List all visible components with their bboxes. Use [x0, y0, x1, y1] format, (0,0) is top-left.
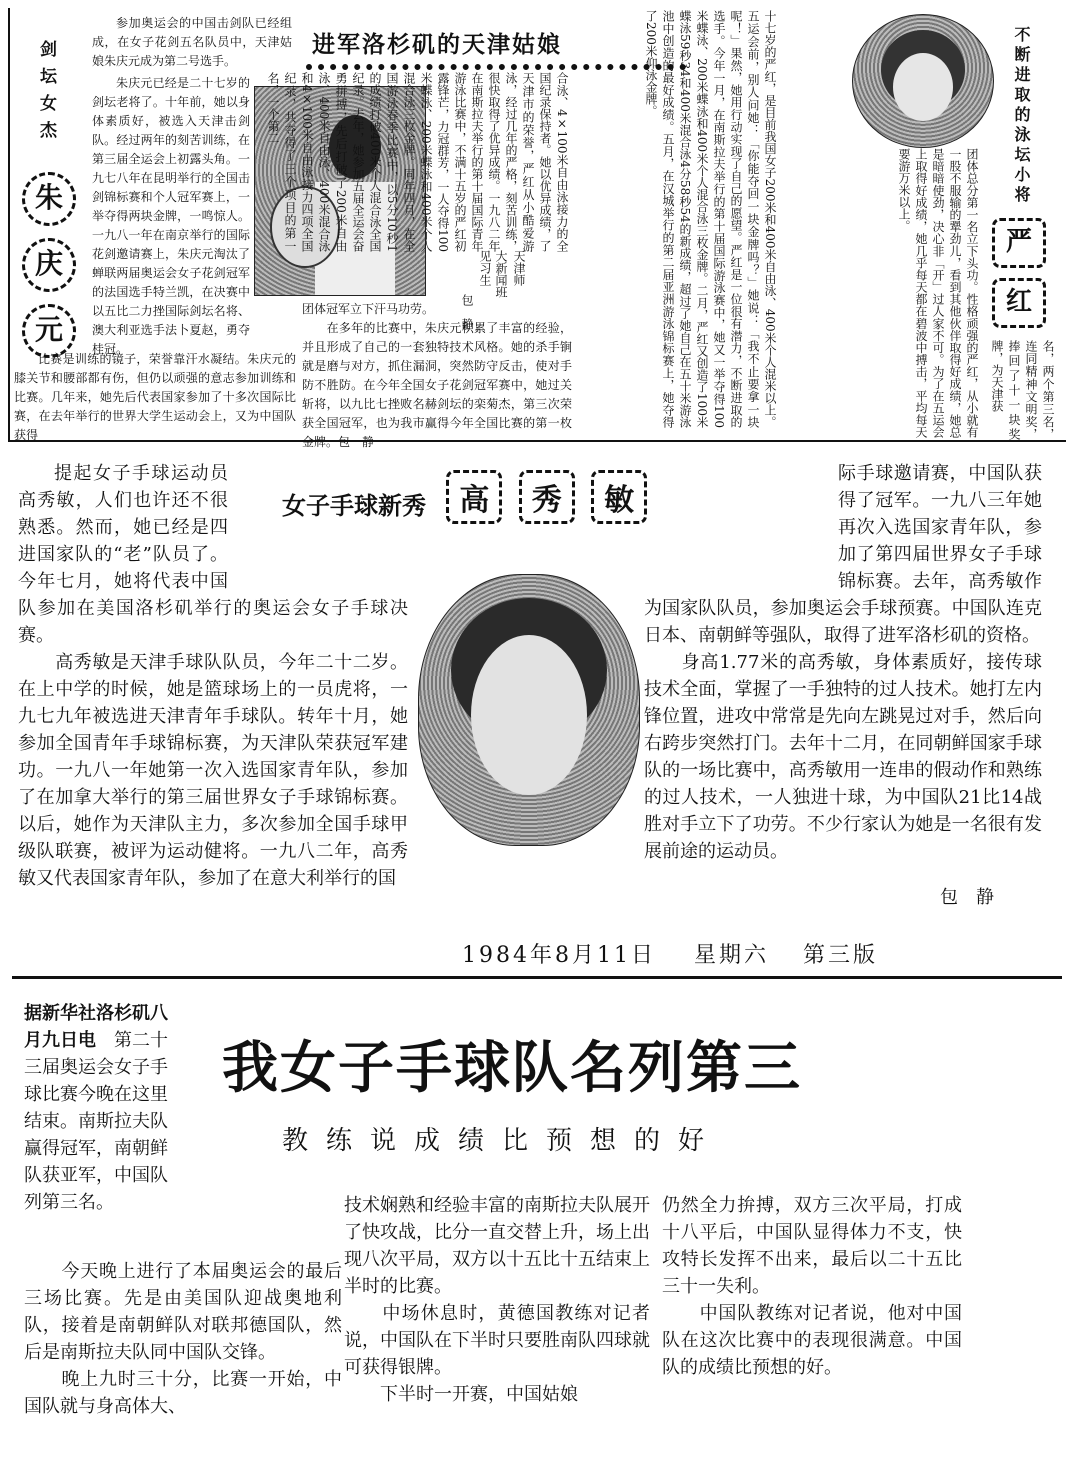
fencing-para-1: 参加奥运会的中国击剑队已经组成，在女子花剑五名队员中，天津姑娘朱庆元成为第二号选手。	[92, 16, 292, 68]
photo-caption-line-1: 天津师	[512, 250, 526, 286]
handball-name-char-3: 敏	[591, 470, 647, 524]
name-char-1: 朱	[22, 172, 76, 226]
fencing-name-block	[22, 172, 78, 358]
swimming-col-4: 名，两个第三名，连同精神文明奖，捧回了十一块奖牌，为天津获	[990, 340, 1055, 440]
dateline-edition: 第三版	[803, 943, 879, 968]
fencing-side-title: 剑坛女杰	[36, 40, 56, 148]
handball-headline-prefix: 女子手球新秀	[282, 491, 426, 520]
news-lead-rest: 第二十三届奥运会女子手球比赛今晚在这里结束。南斯拉夫队赢得冠军，南朝鲜队获亚军，中国队列第三名。	[24, 1030, 168, 1213]
dateline-date: 1984年8月11日	[462, 943, 656, 968]
dateline	[462, 938, 1022, 969]
swimming-name-block	[992, 218, 1052, 328]
handball-right-text	[548, 460, 1042, 880]
handball-left-body: 提起女子手球运动员高秀敏，人们也许还不很熟悉。然而，她已经是四进国家队的“老”队员了。今年七月，她将代表中国队参加在美国洛杉矶举行的奥运会女子手球决赛。 高秀敏是天津手球队队员，今年二十二岁。在上中学的时候，她是篮球场上的一员虎将，一九七九年被选进天津青年手球队。转年十月，她参加全国青年手球锦标赛，为天津队荣获冠军建功。一九八一年她第一次入选国家青年队，参加了在加拿大举行的第三届世界女子手球锦标赛。以后，她作为天津队主力，多次参加全国手球甲级队联赛，被评为运动健将。一九八二年，高秀敏又代表国家青年队，参加了在意大利举行的国	[18, 463, 408, 889]
fencing-para-2: 朱庆元已经是二十七岁的剑坛老将了。十年前，她以身体素质好，被选入天津击剑队。经过两年的刻苦训练，在第三届全运会上初露头角。一九七八年在昆明举行的全国击剑锦标赛和个人冠军赛上，一举夺得两块金牌，一鸣惊人。一九八一年在南京举行的国际花剑邀请赛上，朱庆元淘汰了蝉联两届奥运会女子花剑冠军的法国选手特兰凯，在决赛中以五比二力挫国际剑坛名将、澳大利亚选手法卜夏赵，勇夺桂冠。	[92, 76, 250, 356]
name-char-2: 庆	[22, 238, 76, 292]
fencing-headline: 进军洛杉矶的天津姑娘	[312, 31, 562, 58]
handball-name-char-2: 秀	[519, 470, 575, 524]
news-subhead: 教练说成绩比预想的好	[282, 1126, 723, 1156]
handball-name-char-1: 高	[446, 470, 502, 524]
fencing-para-4: 团体冠军立下汗马功劳。 在多年的比赛中，朱庆元积累了丰富的经验，并且形成了自己的一套独特技术风格。她的杀手锏就是磨与对方，抓住漏洞，突然防守反击，使对手防不胜防。在今年全国女子花剑冠军赛中，她过关斩将，以九比七挫败名赫剑坛的栾菊杰，第三次荣获全国冠军，也为我市赢得今年全国比赛的第一枚金牌。包 静	[302, 302, 572, 449]
news-col-2: 技术娴熟和经验丰富的南斯拉夫队展开了快攻战，比分一直交替上升，场上出现八次平局，双方以十五比十五结束上半时的比赛。 中场休息时，黄德国教练对记者说，中国队在下半时只要胜南队四球就可获得银牌。 下半时一开赛，中国姑娘	[344, 1195, 650, 1405]
news-lead-bold: 据新华社洛杉矶八月九日电	[24, 1003, 168, 1051]
news-col-1: 今天晚上进行了本届奥运会的最后三场比赛。先是由美国队迎战奥地利队，接着是南朝鲜队对联邦德国队，然后是南斯拉夫队同中国队交锋。 晚上九时三十分，比赛一开始，中国队就与身高体大、	[24, 1261, 342, 1417]
swimming-col-2: 十七岁的严红，是目前我国女子200米和400米自由泳、400米个人混米以上。五运会前，别人问她：「你能夺回一块金牌吗？」她说：「我不止要拿一块呢！」果然，她用行动实现了自己的愿望。严红是一位很有潜力，不断进取的选手。今年一月，在南斯拉夫举行的第十届国际游泳赛中，她又一举夺得100米蝶泳、200米蝶泳和400米个人混合泳三枚金牌。二月，严红又创造了100米蝶泳59秒34和400米混合泳4分58秒54的新成绩，超过了她自己在五十米游泳池中创造的最好成绩。五月，在汉城举行的第二届亚洲游泳锦标赛上，她夺得了200米仰泳金牌。	[644, 10, 777, 428]
dateline-weekday: 星期六	[693, 943, 769, 968]
headline-spacer-right	[548, 460, 838, 572]
swimmer-photo	[852, 14, 994, 148]
swimming-side-title: 不断进取的泳坛小将	[1012, 26, 1031, 206]
page-rule	[12, 976, 1062, 979]
handball-author: 包 静	[940, 887, 994, 908]
swimmer-name-char-2: 红	[992, 278, 1046, 328]
news-headline: 我女子手球队名列第三	[222, 1035, 802, 1101]
fencing-para-3: 比赛是训练的镜子，荣誉靠汗水凝结。朱庆元的膝关节和腰部都有伤，但仍以顽强的意志参加训练和比赛。几年来，她先后代表国家参加了十多次国际比赛，在去年举行的世界大学生运动会上，又为中国队获得	[14, 352, 296, 442]
swimming-col-3: 团体总分第一名立下头功。性格顽强的严红，从小就有一股不服输的犟劲儿，看到其他伙伴取得好成绩，她总是暗暗使劲，决心非「开」过人家不可。为了在五运会上取得好成绩，她几乎每天都在碧波中搏击，平均每天要游万米以上。	[897, 148, 979, 438]
name-char-3: 元	[22, 304, 76, 358]
photo-caption-line-2: 大新闻班	[494, 250, 508, 298]
swimmer-illustration	[853, 15, 993, 147]
headline-spacer	[228, 460, 528, 580]
photo-caption-line-4: 包 静	[460, 294, 474, 330]
swimming-col-1: 合泳、4×100米自由泳接力的全国纪录保持者。她以优异成绩，了天津市的荣誉，严红从小酷爱游泳，经过几年的严格，刻苦训练，很快取得了优异成绩。一九八二年在南斯拉夫举行的第十届国际青年游泳比赛中，不满十五岁的严红初露锋芒，力冠群芳，一人夺得100米蝶泳、200米蝶泳和400米个人混合泳三枚金牌。同年四月，在全国游泳春季比赛中，以5分10秒1的成绩打破400米个人混合泳全国纪录。去年，她参加五届全运会奋勇拼搏，先后打破了200米自由泳、400米自由泳、400米混合泳和4×100米自由泳接力四项全国纪录，共夺得了三个项目的第一名，一个第二	[266, 72, 569, 252]
handball-right-body: 际手球邀请赛，中国队获得了冠军。一九八三年她再次入选国家青年队，参加了第四届世界女子手球锦标赛。去年，高秀敏作为国家队队员，参加奥运会手球预赛。中国队连克日本、南朝鲜等强队，取得了进军洛杉矶的资格。 身高1.77米的高秀敏，身体素质好，接传球技术全面，掌握了一手独特的过人技术。她打左内锋位置，进攻中常常是先向左跳晃过对手，然后向右跨步突然打门。去年十二月，在同朝鲜国家手球队的一场比赛中，高秀敏用一连串的假动作和熟练的过人技术，一人独进十球，为中国队21比14战胜对手立下了功劳。不少行家认为她是一名很有发展前途的运动员。	[644, 463, 1042, 862]
photo-spacer-right	[548, 572, 644, 862]
news-col-3: 仍然全力拚搏，双方三次平局，打成十八平后，中国队显得体力不支，快攻特长发挥不出来，最后以二十五比三十一失利。 中国队教练对记者说，他对中国队在这次比赛中的表现很满意。中国队的成绩比预想的好。	[662, 1195, 962, 1378]
swimmer-name-char-1: 严	[992, 218, 1046, 268]
photo-caption-line-3: 见习生	[478, 250, 492, 286]
